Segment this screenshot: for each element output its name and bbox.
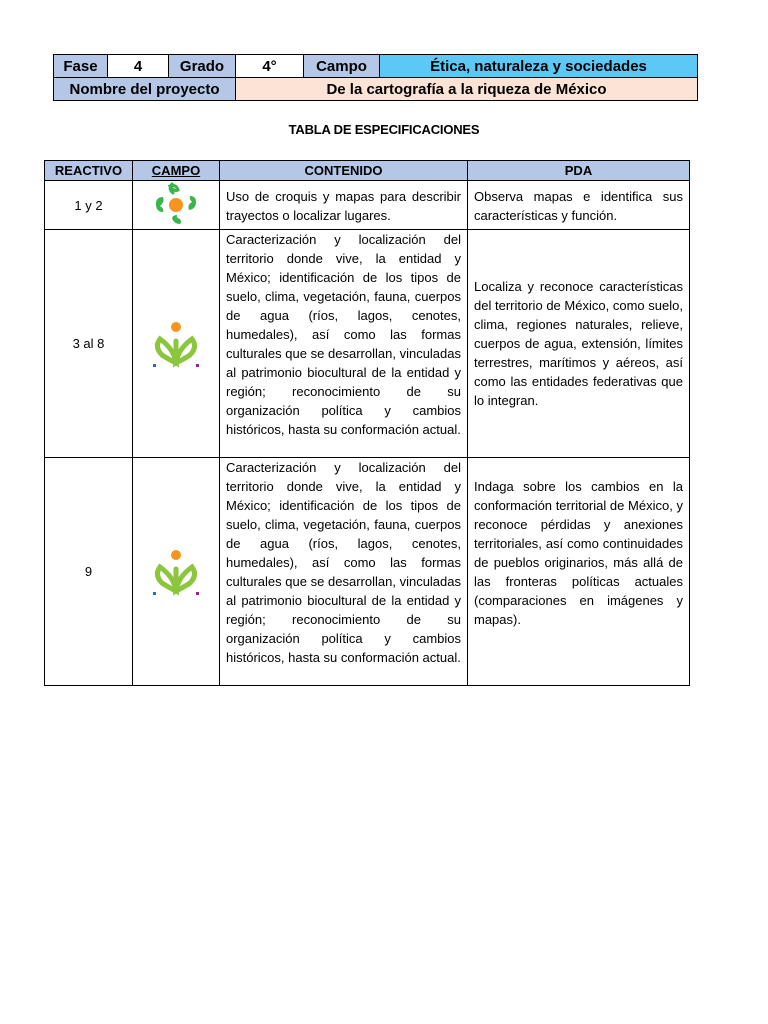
- fase-label: Fase: [54, 55, 108, 78]
- campo-cell: [133, 181, 220, 230]
- reactivo-cell: 1 y 2: [45, 181, 133, 230]
- pda-cell: Indaga sobre los cambios en la conformación territorial de México, y reconoce pérdidas y anexiones territoriales, así como continuidades de pueblos originarios, más allá de las fronteras políticas actuales (comparaciones en imágenes y mapas).: [468, 458, 690, 686]
- specifications-table: [44, 160, 690, 686]
- table-row: [45, 458, 690, 686]
- grado-label: Grado: [169, 55, 236, 78]
- campo-cell: [133, 230, 220, 458]
- column-header-reactivo: REACTIVO: [45, 161, 133, 181]
- proyecto-label: Nombre del proyecto: [54, 78, 236, 101]
- etica-naturaleza-sprout-icon: [151, 319, 201, 369]
- header-row-1: [54, 55, 698, 78]
- campo-label: Campo: [304, 55, 380, 78]
- document-title: TABLA DE ESPECIFICACIONES: [288, 122, 480, 137]
- grado-value: 4°: [236, 55, 304, 78]
- table-header-row: [45, 161, 690, 181]
- reactivo-cell: 3 al 8: [45, 230, 133, 458]
- etica-naturaleza-sprout-icon: [151, 547, 201, 597]
- contenido-cell: Uso de croquis y mapas para describir trayectos o localizar lugares.: [220, 181, 468, 230]
- campo-cell: [133, 458, 220, 686]
- column-header-contenido: CONTENIDO: [220, 161, 468, 181]
- pda-cell: Observa mapas e identifica sus características y función.: [468, 181, 690, 230]
- fase-value: 4: [108, 55, 169, 78]
- contenido-cell: Caracterización y localización del territorio donde vive, la entidad y México; identificación de los tipos de suelo, clima, vegetación, fauna, cuerpos de agua (ríos, lagos, cenotes, humedales), así como las formas culturales que se desarrollan, vinculadas al patrimonio biocultural de la entidad y región; reconocimiento de su organización política y cambios históricos, hasta su conformación actual.: [220, 230, 468, 458]
- reactivo-cell: 9: [45, 458, 133, 686]
- campo-value: Ética, naturaleza y sociedades: [380, 55, 698, 78]
- proyecto-value: De la cartografía a la riqueza de México: [236, 78, 698, 101]
- table-row: [45, 230, 690, 458]
- header-table: [53, 54, 698, 101]
- contenido-cell: Caracterización y localización del territorio donde vive, la entidad y México; identificación de los tipos de suelo, clima, vegetación, fauna, cuerpos de agua (ríos, lagos, cenotes, humedales), así como las formas culturales que se desarrollan, vinculadas al patrimonio biocultural de la entidad y región; reconocimiento de su organización política y cambios históricos, hasta su conformación actual.: [220, 458, 468, 686]
- saberes-flower-icon: [152, 182, 200, 228]
- pda-cell: Localiza y reconoce características del territorio de México, como suelo, clima, regiones naturales, relieve, cuerpos de agua, extensión, límites terrestres, marítimos y aéreos, así como las entidades federativas que lo integran.: [468, 230, 690, 458]
- table-row: [45, 181, 690, 230]
- header-row-2: [54, 78, 698, 101]
- column-header-pda: PDA: [468, 161, 690, 181]
- column-header-campo: CAMPO: [133, 161, 220, 181]
